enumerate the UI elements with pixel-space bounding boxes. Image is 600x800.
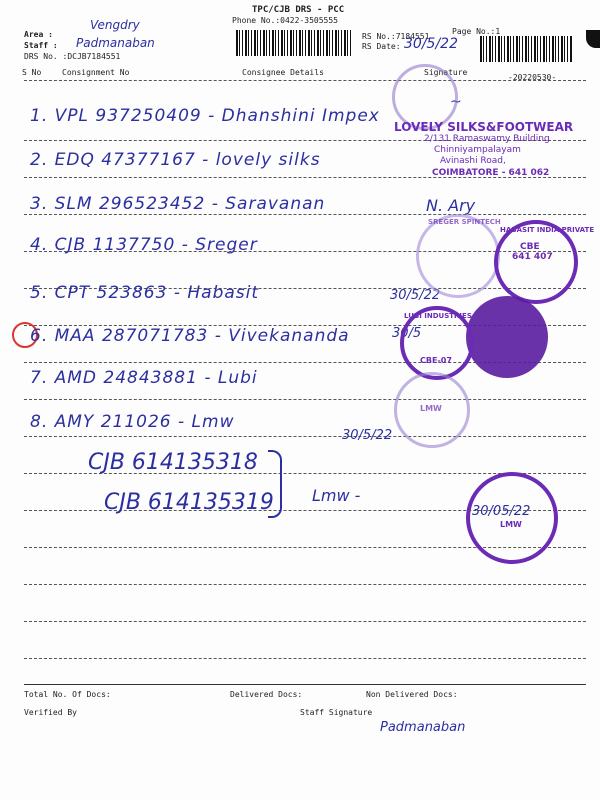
date-row-6: 30/5: [392, 326, 422, 341]
bracket-mark: [268, 450, 282, 518]
extra-consignment-2: CJB 614135319: [104, 490, 274, 515]
row-divider: [24, 658, 586, 659]
entry-row-3: 3. SLM 296523452 - Saravanan: [30, 194, 326, 214]
row-divider: [24, 584, 586, 585]
lovely-stamp-address-4: COIMBATORE - 641 062: [432, 168, 550, 178]
sreger-stamp: [416, 214, 500, 298]
date-row-8: 30/5/22: [342, 428, 393, 443]
date-extra: 30/05/22: [472, 504, 531, 519]
lovely-stamp-name: LOVELY SILKS&FOOTWEAR: [394, 120, 574, 134]
row-divider: [24, 621, 586, 622]
rs-number: RS No.:7184551: [362, 32, 430, 41]
area-handwritten: Vengdry: [90, 18, 140, 32]
column-signature: Signature: [424, 68, 468, 77]
area-label: Area :: [24, 30, 53, 39]
phone-number: Phone No.:0422-3505555: [232, 16, 338, 25]
footer-divider: [24, 684, 586, 685]
column-sno: S No: [22, 68, 42, 77]
entry-row-2: 2. EDQ 47377167 - lovely silks: [30, 150, 321, 170]
non-delivered-docs-label: Non Delivered Docs:: [366, 690, 458, 699]
drs-number: DRS No. :DCJB7184551: [24, 52, 121, 61]
total-docs-label: Total No. Of Docs:: [24, 690, 111, 699]
lovely-stamp-address-1: 2/131 Ramaswamy Building: [424, 134, 550, 144]
row-divider: [24, 399, 586, 400]
rs-date-label: RS Date:: [362, 42, 401, 51]
signature-row-3: N. Ary: [426, 196, 476, 215]
lubi-stamp-code: CBE-07: [420, 356, 452, 365]
extra-consignee: Lmw -: [312, 486, 361, 505]
staff-signature-handwritten: Padmanaban: [380, 720, 466, 735]
row-divider: [24, 436, 586, 437]
column-consignment: Consignment No: [62, 68, 130, 77]
staff-signature-label: Staff Signature: [300, 708, 373, 717]
barcode-left: [236, 30, 352, 56]
habasit-stamp-text: HABASIT INDIA PRIVATE: [500, 226, 595, 234]
header-divider: [24, 80, 586, 81]
document-title: TPC/CJB DRS - PCC: [252, 5, 345, 15]
date-row-5: 30/5/22: [390, 288, 441, 303]
lmw-stamp-text: LMW: [500, 520, 522, 529]
entry-row-8: 8. AMY 211026 - Lmw: [30, 412, 235, 432]
date-code: -20220530-: [508, 73, 557, 82]
sreger-stamp-text: SREGER SPINTECH: [428, 218, 501, 226]
lmw-stamp: [466, 472, 558, 564]
verified-by-label: Verified By: [24, 708, 77, 717]
entry-row-6: 6. MAA 287071783 - Vivekananda: [30, 326, 350, 346]
rs-date-handwritten: 30/5/22: [404, 36, 458, 52]
row-divider: [24, 214, 586, 215]
corner-mark: [586, 30, 600, 48]
barcode-right: [480, 36, 572, 62]
staff-label: Staff :: [24, 41, 58, 50]
dark-company-seal: [466, 296, 548, 378]
page-number: Page No.:1: [452, 27, 501, 36]
lovely-stamp-address-2: Chinniyampalayam: [434, 145, 521, 155]
entry-row-1: 1. VPL 937250409 - Dhanshini Impex: [30, 106, 380, 126]
signature-row-1: ~: [450, 94, 462, 110]
entry-row-5: 5. CPT 523863 - Habasit: [30, 283, 260, 303]
column-consignee: Consignee Details: [242, 68, 324, 77]
extra-consignment-1: CJB 614135318: [88, 450, 258, 475]
staff-handwritten: Padmanaban: [76, 36, 155, 50]
habasit-stamp-code: 641 407: [512, 252, 553, 262]
lmw-faded-stamp-text: LMW: [420, 404, 442, 413]
habasit-stamp-cbe: CBE: [520, 242, 540, 252]
delivered-docs-label: Delivered Docs:: [230, 690, 303, 699]
lubi-stamp-text: LUBI INDUSTRIES: [404, 312, 472, 320]
entry-row-4: 4. CJB 1137750 - Sreger: [30, 235, 258, 255]
lovely-stamp-address-3: Avinashi Road,: [440, 156, 506, 166]
entry-row-7: 7. AMD 24843881 - Lubi: [30, 368, 258, 388]
